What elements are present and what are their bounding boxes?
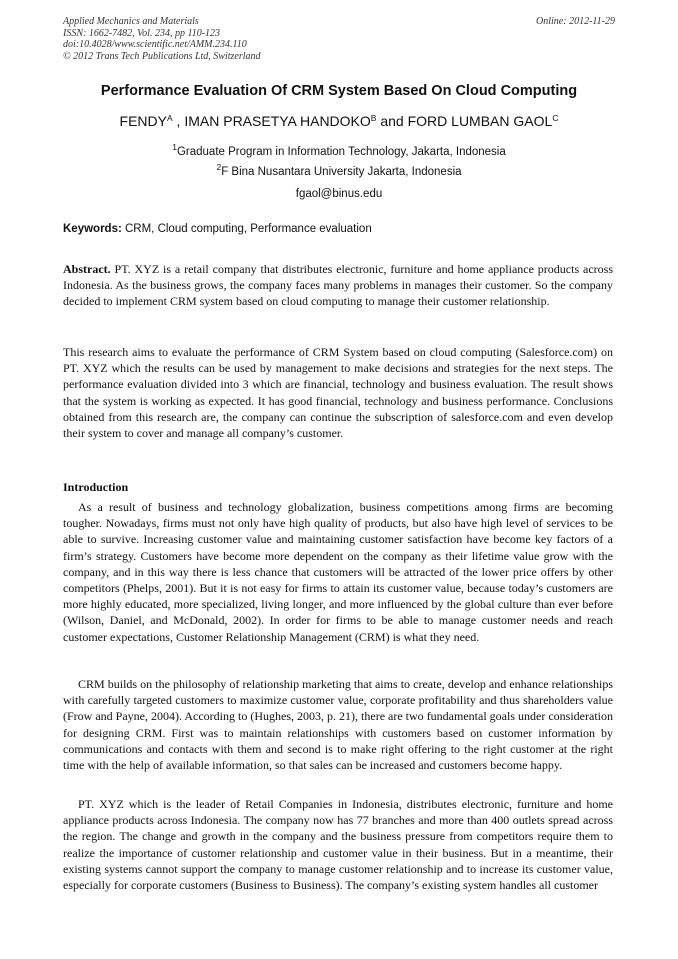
doi-line: doi:10.4028/www.scientific.net/AMM.234.110 xyxy=(63,39,247,50)
keywords-label: Keywords: xyxy=(63,223,122,235)
intro-paragraph-2: CRM builds on the philosophy of relationship marketing that aims to create, develop and enhance relationships with carefully targeted customers to maximize customer value, corporate profitability and thus shareholders value (Frow and Payne, 2004). According to (Hughes, 2003, p. 21), there are two fundamental goals under consideration for designing CRM. First was to maintain relationships with customers based on customer information by communications and contacts with them and second is to make right offering to the right customer at the right time with the help of available information, so that sales can be increased and customers become happy. xyxy=(63,677,613,773)
author-sep: , xyxy=(172,113,185,129)
abstract-label: Abstract. xyxy=(63,262,111,276)
affiliation-2 xyxy=(40,162,638,178)
journal-header xyxy=(63,16,615,62)
author-name: IMAN PRASETYA HANDOKO xyxy=(184,113,371,129)
affiliation-text: Graduate Program in Information Technology, Jakarta, Indonesia xyxy=(176,146,506,158)
author-name: FENDY xyxy=(119,113,167,129)
journal-name: Applied Mechanics and Materials xyxy=(63,16,199,27)
abstract-paragraph-1 xyxy=(63,261,613,310)
affiliation-sup: 2 xyxy=(216,162,222,172)
copyright-line: © 2012 Trans Tech Publications Ltd, Switzerland xyxy=(63,50,261,62)
intro-paragraph-3: PT. XYZ which is the leader of Retail Companies in Indonesia, distributes electronic, furniture and home appliance products across Indonesia. The company now has 77 branches and more than 400 outlets spread across the region. The change and growth in the company and the business pressure from competitors require them to realize the importance of customer relationship and customer value in their business. But in a meantime, their existing systems cannot support the company to manage customer relationship and to increase its customer value, especially for corporate customers (Business to Business). The company’s existing system handles all customer xyxy=(63,797,613,893)
keywords-text: CRM, Cloud computing, Performance evaluation xyxy=(121,223,372,235)
affiliation-1 xyxy=(40,142,638,158)
intro-paragraph-1: As a result of business and technology globalization, business competitions among firms are becoming tougher. Nowadays, firms must not only have high quality of products, but also have high level of services to be able to survive. Increasing customer value and maintaining customer satisfaction have become key factors of a firm’s strategy. Customers have become more dependent on the company as their lifetime value grow with the company, and in this way there is less chance that customers will be attracted of the lower price offers by other competitors (Phelps, 2001). But it is not easy for firms to attain its customer value, because today’s customers are more highly educated, more specialized, living longer, and more influenced by the global culture than ever before (Wilson, Daniel, and McDonald, 2002). In order for firms to be able to manage customer needs and reach customer expectations, Customer Relationship Management (CRM) is what they need. xyxy=(63,500,613,644)
abstract-text-1: PT. XYZ is a retail company that distributes electronic, furniture and home appliance products across Indonesia. As the business grows, the company faces many problems in manages their customer. So the company decided to implement CRM system based on cloud computing to manage their customer relationship. xyxy=(63,262,613,309)
author-sup: C xyxy=(552,113,559,123)
paper-title: Performance Evaluation Of CRM System Based On Cloud Computing xyxy=(100,83,578,99)
author-email: fgaol@binus.edu xyxy=(295,188,383,200)
affiliation-text: F Bina Nusantara University Jakarta, Indonesia xyxy=(221,166,462,178)
section-heading-introduction: Introduction xyxy=(63,480,129,494)
abstract-paragraph-2: This research aims to evaluate the performance of CRM System based on cloud computing (Salesforce.com) on PT. XYZ which the results can be used by management to make decisions and strategies for the next steps. The performance evaluation divided into 3 which are financial, technology and business evaluation. The result shows that the system is working as expected. It has good financial, technology and business performance. Conclusions obtained from this research are, the company can continue the subscription of salesforce.com and even develop their system to cover and manage all company’s customer. xyxy=(63,345,613,441)
author-name: FORD LUMBAN GAOL xyxy=(407,113,553,129)
author-line xyxy=(40,113,638,129)
author-sup: B xyxy=(370,113,377,123)
author-sep: and xyxy=(376,113,408,129)
affiliation-sup: 1 xyxy=(172,142,177,152)
issn-line: ISSN: 1662-7482, Vol. 234, pp 110-123 xyxy=(63,27,221,39)
author-sup: A xyxy=(167,113,173,123)
online-date: Online: 2012-11-29 xyxy=(536,16,615,27)
keywords xyxy=(63,223,623,235)
